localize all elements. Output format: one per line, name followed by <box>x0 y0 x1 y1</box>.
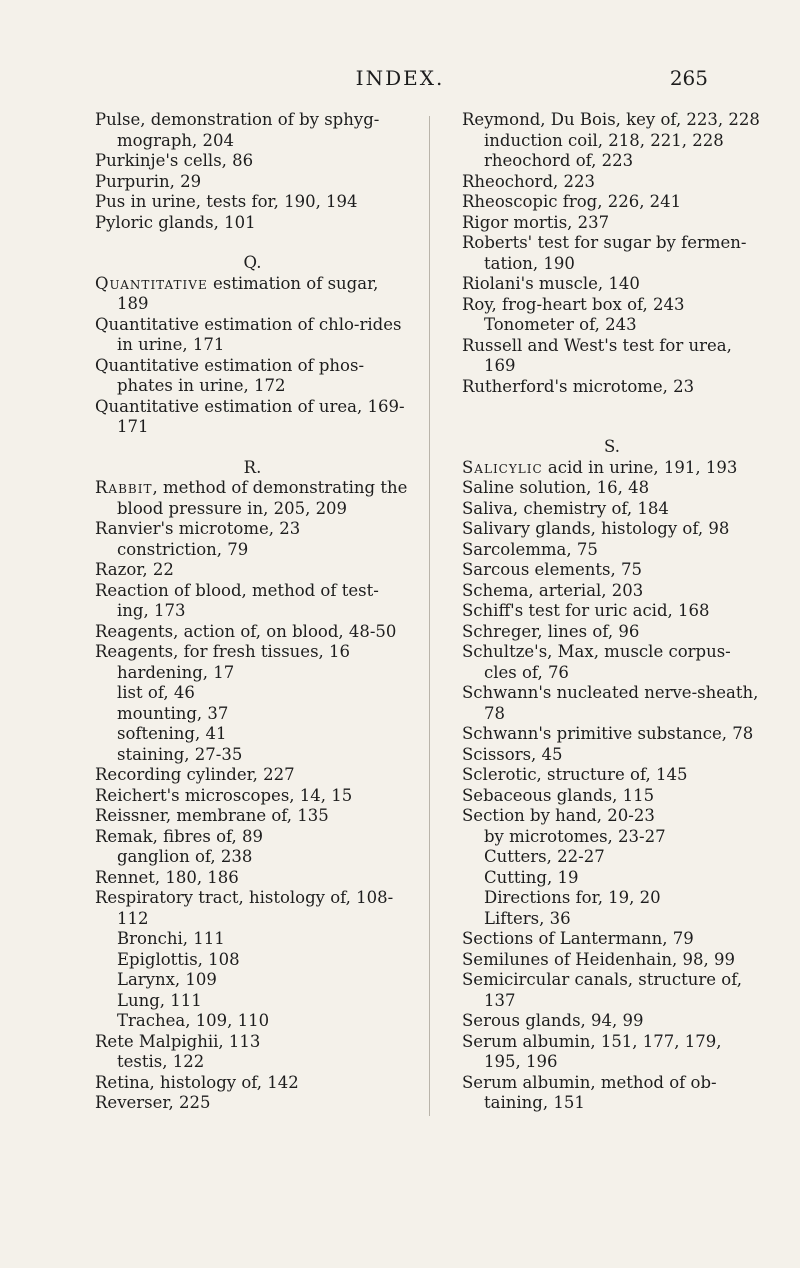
index-entry <box>95 478 410 519</box>
index-entry: Rheochord, 223 <box>462 171 595 191</box>
entry-rest: , method of demonstrating the blood pressure in, 205, 209 <box>117 478 408 518</box>
page-title: INDEX. <box>355 66 445 90</box>
index-subentry: Directions for, 19, 20 <box>484 888 661 907</box>
index-entry: Reagents, action of, on blood, 48-50 <box>95 621 397 641</box>
index-subentry: Bronchi, 111 <box>117 929 225 948</box>
index-entry: Recording cylinder, 227 <box>95 765 295 784</box>
index-subentry: Cutting, 19 <box>484 867 579 887</box>
index-subentry: list of, 46 <box>117 683 195 702</box>
index-subentry: mounting, 37 <box>117 703 229 723</box>
index-entry: Pulse, demonstration of by sphyg-mograph, 204 <box>95 110 380 150</box>
spacer <box>462 397 762 417</box>
index-subentry: constriction, 79 <box>117 539 249 559</box>
entry-head: Rabbit <box>95 478 153 497</box>
index-entry: Razor, 22 <box>95 560 174 579</box>
index-entry: Reaction of blood, method of test-ing, 173 <box>95 580 379 620</box>
index-entry: Section by hand, 20-23 <box>462 806 655 825</box>
index-subentry: rheochord of, 223 <box>484 151 634 170</box>
index-subentry: softening, 41 <box>117 724 227 743</box>
index-subentry: Epiglottis, 108 <box>117 949 240 969</box>
index-entry: Scissors, 45 <box>462 744 563 764</box>
index-entry: Serum albumin, method of ob-taining, 151 <box>462 1072 717 1112</box>
index-entry: Schema, arterial, 203 <box>462 580 644 600</box>
page-header <box>0 66 800 96</box>
index-subentry: Larynx, 109 <box>117 970 217 989</box>
index-entry: Remak, fibres of, 89 <box>95 826 264 846</box>
index-entry: Schwann's primitive substance, 78 <box>462 724 754 743</box>
index-subentry: Lifters, 36 <box>484 908 571 928</box>
index-entry: Rheoscopic frog, 226, 241 <box>462 192 682 211</box>
page-number: 265 <box>669 66 708 90</box>
index-entry: Schreger, lines of, 96 <box>462 621 640 641</box>
index-subentry: Lung, 111 <box>117 990 202 1010</box>
index-entry: Russell and West's test for urea, 169 <box>462 335 732 375</box>
section-letter-r: R. <box>243 457 262 477</box>
entry-rest: acid in urine, 191, 193 <box>542 457 738 477</box>
index-entry: Pyloric glands, 101 <box>95 212 256 232</box>
index-subentry: hardening, 17 <box>117 662 235 682</box>
index-entry: Rutherford's microtome, 23 <box>462 376 695 396</box>
index-subentry: ganglion of, 238 <box>117 847 253 866</box>
index-entry: Pus in urine, tests for, 190, 194 <box>95 192 358 211</box>
index-subentry: staining, 27-35 <box>117 744 243 764</box>
index-subentry: Trachea, 109, 110 <box>117 1011 270 1030</box>
column-divider <box>429 116 430 1116</box>
index-entry: Quantitative estimation of phos-phates in urine, 172 <box>95 355 365 395</box>
index-entry: Purkinje's cells, 86 <box>95 151 254 170</box>
index-entry: Salivary glands, histology of, 98 <box>462 519 730 538</box>
index-entry: Serum albumin, 151, 177, 179, 195, 196 <box>462 1031 722 1071</box>
index-entry <box>95 274 410 315</box>
index-entry: Reissner, membrane of, 135 <box>95 806 329 825</box>
entry-rest: estimation of sugar, 189 <box>117 273 379 313</box>
index-entry: Rennet, 180, 186 <box>95 867 239 887</box>
index-entry: Sarcous elements, 75 <box>462 560 642 579</box>
index-entry: Reverser, 225 <box>95 1093 211 1112</box>
index-entry: Schiff's test for uric acid, 168 <box>462 601 710 620</box>
left-column <box>95 110 410 1114</box>
section-letter-s: S. <box>604 437 620 456</box>
index-entry: Sections of Lantermann, 79 <box>462 929 694 948</box>
index-entry: Roy, frog-heart box of, 243 <box>462 294 685 314</box>
index-entry: Reymond, Du Bois, key of, 223, 228 <box>462 110 760 129</box>
index-entry: Quantitative estimation of chlo-rides in urine, 171 <box>95 314 402 354</box>
section-letter-q: Q. <box>243 253 262 272</box>
index-entry: Saliva, chemistry of, 184 <box>462 498 669 518</box>
index-entry: Purpurin, 29 <box>95 171 202 191</box>
index-entry: Respiratory tract, histology of, 108-112 <box>95 888 394 928</box>
index-entry: Riolani's muscle, 140 <box>462 274 640 293</box>
index-entry: Rete Malpighii, 113 <box>95 1031 261 1051</box>
index-entry: Reagents, for fresh tissues, 16 <box>95 642 351 661</box>
index-entry: Rigor mortis, 237 <box>462 212 610 232</box>
index-subentry: testis, 122 <box>117 1052 205 1071</box>
index-subentry: Tonometer of, 243 <box>484 315 637 334</box>
index-entry: Serous glands, 94, 99 <box>462 1011 644 1030</box>
index-entry: Ranvier's microtome, 23 <box>95 519 301 538</box>
index-entry: Schwann's nucleated nerve-sheath, 78 <box>462 683 759 723</box>
index-entry: Reichert's microscopes, 14, 15 <box>95 785 353 805</box>
index-entry: Sclerotic, structure of, 145 <box>462 765 688 784</box>
index-entry: Retina, histology of, 142 <box>95 1072 299 1092</box>
index-entry: Semicircular canals, structure of, 137 <box>462 970 742 1010</box>
index-entry: Schultze's, Max, muscle corpus-cles of, 76 <box>462 642 731 682</box>
index-entry: Roberts' test for sugar by fermen-tation, 190 <box>462 233 747 273</box>
entry-head: Quantitative <box>95 273 208 293</box>
index-subentry: by microtomes, 23-27 <box>484 826 666 846</box>
index-subentry: induction coil, 218, 221, 228 <box>484 130 724 150</box>
right-column <box>462 110 762 1114</box>
index-entry: Saline solution, 16, 48 <box>462 478 650 497</box>
index-entry: Quantitative estimation of urea, 169-171 <box>95 396 405 436</box>
index-entry: Sarcolemma, 75 <box>462 539 598 559</box>
index-entry: Semilunes of Heidenhain, 98, 99 <box>462 949 736 969</box>
index-subentry: Cutters, 22-27 <box>484 847 605 866</box>
index-entry <box>462 458 762 479</box>
entry-head: Salicylic <box>462 457 543 477</box>
index-entry: Sebaceous glands, 115 <box>462 785 655 805</box>
